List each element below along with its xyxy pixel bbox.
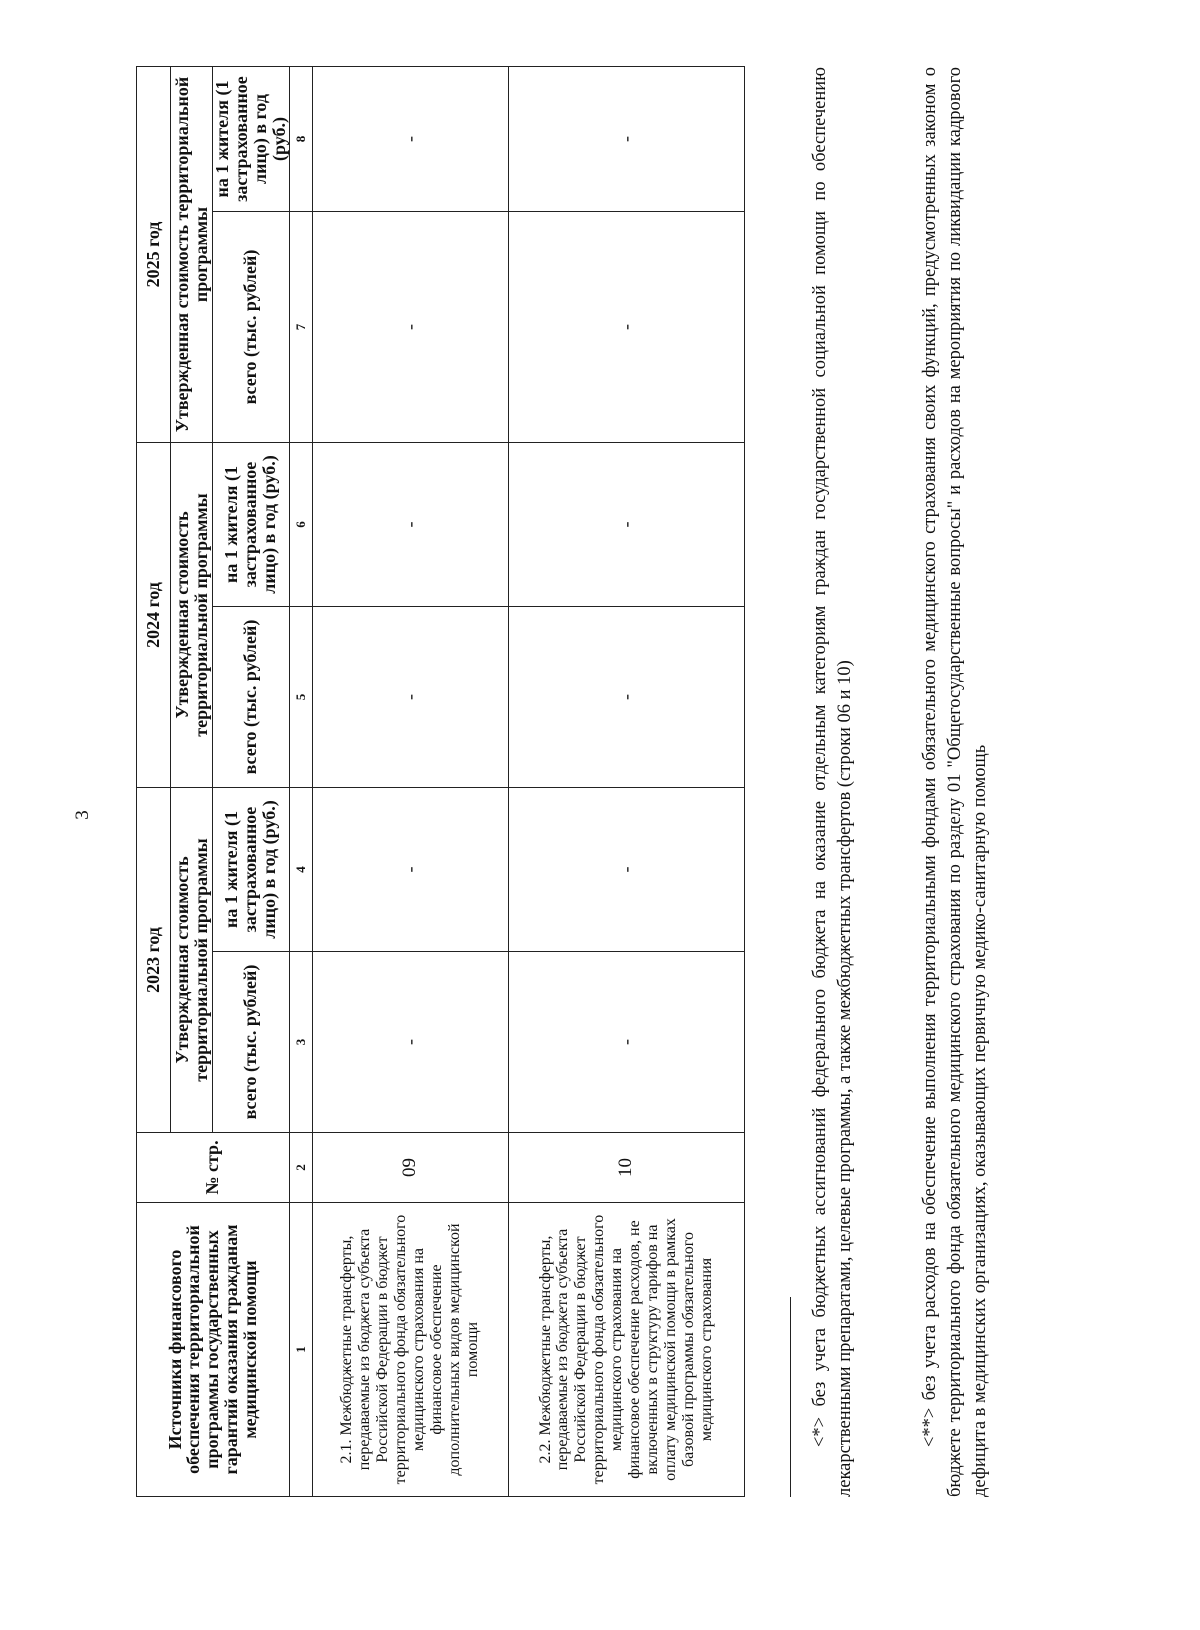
row-code: 09 bbox=[312, 1133, 508, 1203]
header-total-2024: всего (тыс. рублей) bbox=[213, 607, 290, 788]
table-row bbox=[312, 67, 508, 1497]
column-number: 3 bbox=[289, 952, 312, 1133]
header-year-2025: 2025 год bbox=[137, 67, 171, 443]
column-number: 5 bbox=[289, 607, 312, 788]
header-per-capita-2024: на 1 жителя (1 застрахованное лицо) в год (руб.) bbox=[213, 443, 290, 607]
column-number: 4 bbox=[289, 788, 312, 952]
header-approved-cost-2023: Утвержденная стоимость территориальной программы bbox=[171, 788, 213, 1133]
value-cell: - bbox=[508, 212, 744, 443]
table-row bbox=[508, 67, 744, 1497]
header-row-no: № стр. bbox=[137, 1133, 290, 1203]
value-cell: - bbox=[312, 788, 508, 952]
page-number: 3 bbox=[72, 810, 93, 820]
value-cell: - bbox=[508, 788, 744, 952]
column-number: 6 bbox=[289, 443, 312, 607]
value-cell: - bbox=[508, 952, 744, 1133]
header-approved-cost-2024: Утвержденная стоимость территориальной программы bbox=[171, 443, 213, 788]
footnote-1-text: <*> без учета бюджетных ассигнований федерального бюджета на оказание отдельным категориям граждан государственной социальной помощи по обеспечению лекарственными препаратами, целевые программы, а также межбюджетных трансфертов (строки 06 и 10) bbox=[810, 67, 855, 1497]
header-per-capita-2025: на 1 жителя (1 застрахованное лицо) в год (руб.) bbox=[213, 67, 290, 212]
header-total-2023: всего (тыс. рублей) bbox=[213, 952, 290, 1133]
header-per-capita-2023: на 1 жителя (1 застрахованное лицо) в год (руб.) bbox=[213, 788, 290, 952]
value-cell: - bbox=[312, 607, 508, 788]
value-cell: - bbox=[508, 607, 744, 788]
value-cell: - bbox=[312, 67, 508, 212]
value-cell: - bbox=[508, 443, 744, 607]
value-cell: - bbox=[312, 952, 508, 1133]
header-approved-cost-2025: Утвержденная стоимость территориальной программы bbox=[171, 67, 213, 443]
header-year-2024: 2024 год bbox=[137, 443, 171, 788]
row-source-text: 2.1. Межбюджетные трансферты, передаваемые из бюджета субъекта Российской Федерации в бюджет территориального фонда обязательного медицинского страхования на финансовое обеспечение дополнительных видов медицинской помощи bbox=[312, 1203, 508, 1497]
financing-table bbox=[136, 66, 745, 1497]
footnote-2-text: <**> без учета расходов на обеспечение выполнения территориальными фондами обязательного медицинского страхования своих функций, предусмотренных законом о бюджете территориального фонда обязательного медицинского страхования по разделу 01 "Общегосударственные вопросы" и расходов на мероприятия по ликвидации кадрового дефицита в медицинских организациях, оказывающих первичную медико-санитарную помощь bbox=[920, 67, 990, 1497]
row-code: 10 bbox=[508, 1133, 744, 1203]
value-cell: - bbox=[312, 443, 508, 607]
column-number: 8 bbox=[289, 67, 312, 212]
header-total-2025: всего (тыс. рублей) bbox=[213, 212, 290, 443]
column-number: 1 bbox=[289, 1203, 312, 1497]
column-number-row bbox=[289, 67, 312, 1497]
footnote-2 bbox=[918, 67, 993, 1497]
value-cell: - bbox=[508, 67, 744, 212]
row-source-text: 2.2. Межбюджетные трансферты, передаваемые из бюджета субъекта Российской Федерации в бюджет территориального фонда обязательного медицинского страхования на финансовое обеспечение расходов, не включенных в структуру тарифов на оплату медицинской помощи в рамках базовой программы обязательного медицинского страхования bbox=[508, 1203, 744, 1497]
header-source: Источники финансового обеспечения территориальной программы государственных гарантий оказания гражданам медицинской помощи bbox=[137, 1203, 290, 1497]
column-number: 2 bbox=[289, 1133, 312, 1203]
footnote-divider bbox=[790, 1297, 791, 1497]
footnote-1 bbox=[808, 67, 858, 1497]
column-number: 7 bbox=[289, 212, 312, 443]
value-cell: - bbox=[312, 212, 508, 443]
header-year-2023: 2023 год bbox=[137, 788, 171, 1133]
